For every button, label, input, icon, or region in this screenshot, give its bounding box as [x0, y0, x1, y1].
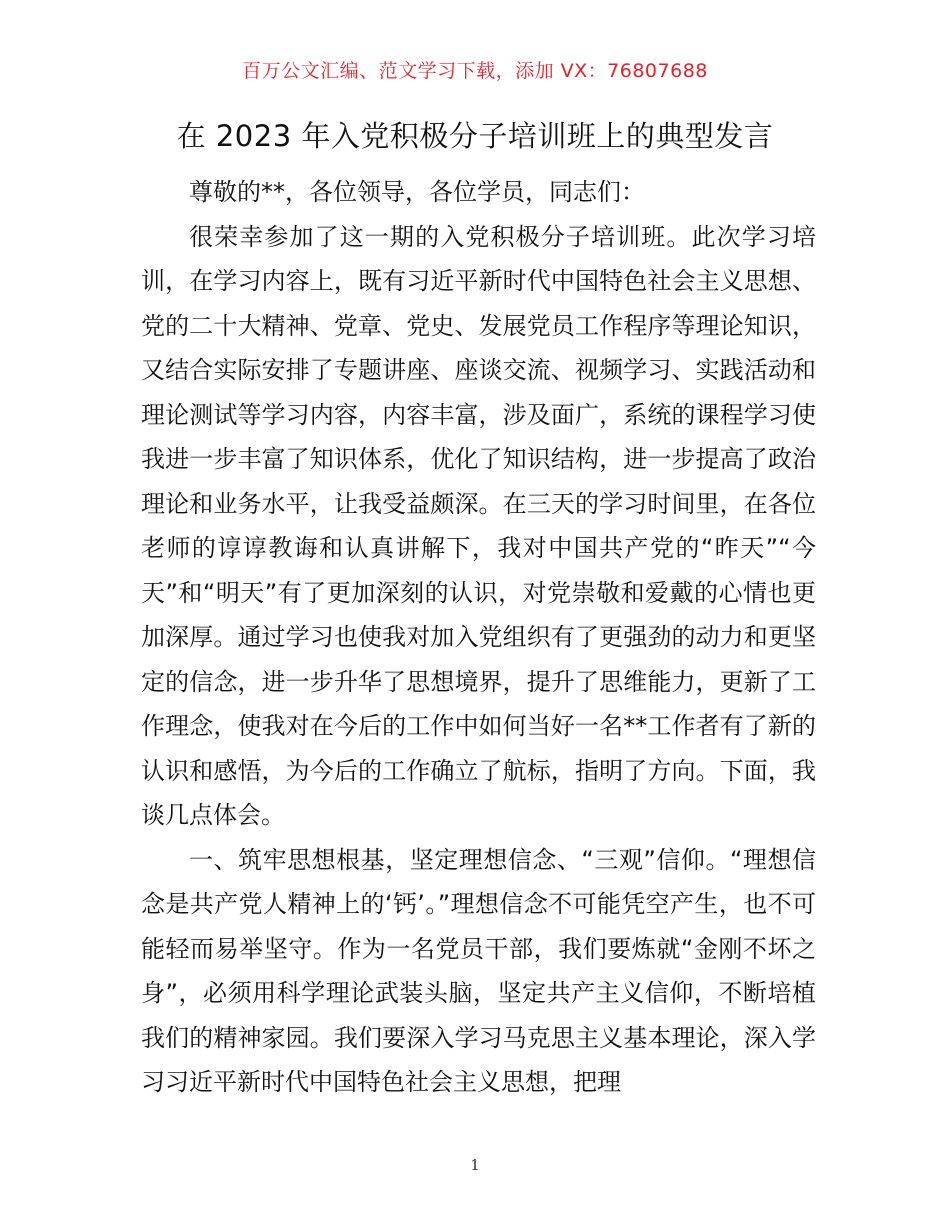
salutation: 尊敬的**，各位领导，各位学员，同志们： — [189, 178, 645, 206]
paragraph-intro: 很荣幸参加了这一期的入党积极分子培训班。此次学习培训，在学习内容上，既有习近平新时代中国特色社会主义思想、党的二十大精神、党章、党史、发展党员工作程序等理论知识，又结合实际安排了专题讲座、座谈交流、视频学习、实践活动和理论测试等学习内容，内容丰富，涉及面广，系统的课程学习使我进一步丰富了知识体系，优化了知识结构，进一步提高了政治理论和业务水平，让我受益颇深。在三天的学习时间里，在各位老师的谆谆教诲和认真讲解下，我对中国共产党的“昨天”“今天”和“明天”有了更加深刻的认识，对党崇敬和爱戴的心情也更加深厚。通过学习也使我对加入党组织有了更强劲的动力和更坚定的信念，进一步升华了思想境界，提升了思维能力，更新了工作理念，使我对在今后的工作中如何当好一名**工作者有了新的认识和感悟，为今后的工作确立了航标，指明了方向。下面，我谈几点体会。 — [141, 222, 816, 829]
watermark-header: 百万公文汇编、范文学习下载，添加 VX：76807688 — [242, 60, 708, 82]
paragraph-section-one: 一、筑牢思想根基，坚定理想信念、“三观”信仰。“理想信念是共产党人精神上的‘钙’。”理想信念不可能凭空产生，也不可能轻而易举坚守。作为一名党员干部，我们要炼就“金刚不坏之身”，必须用科学理论武装头脑，坚定共产主义信仰，不断培植我们的精神家园。我们要深入学习马克思主义基本理论，深入学习习近平新时代中国特色社会主义思想，把理 — [141, 845, 816, 1096]
document-body — [141, 170, 816, 1105]
document-title: 在 2023 年入党积极分子培训班上的典型发言 — [176, 119, 774, 153]
page-number: 1 — [470, 1156, 480, 1174]
